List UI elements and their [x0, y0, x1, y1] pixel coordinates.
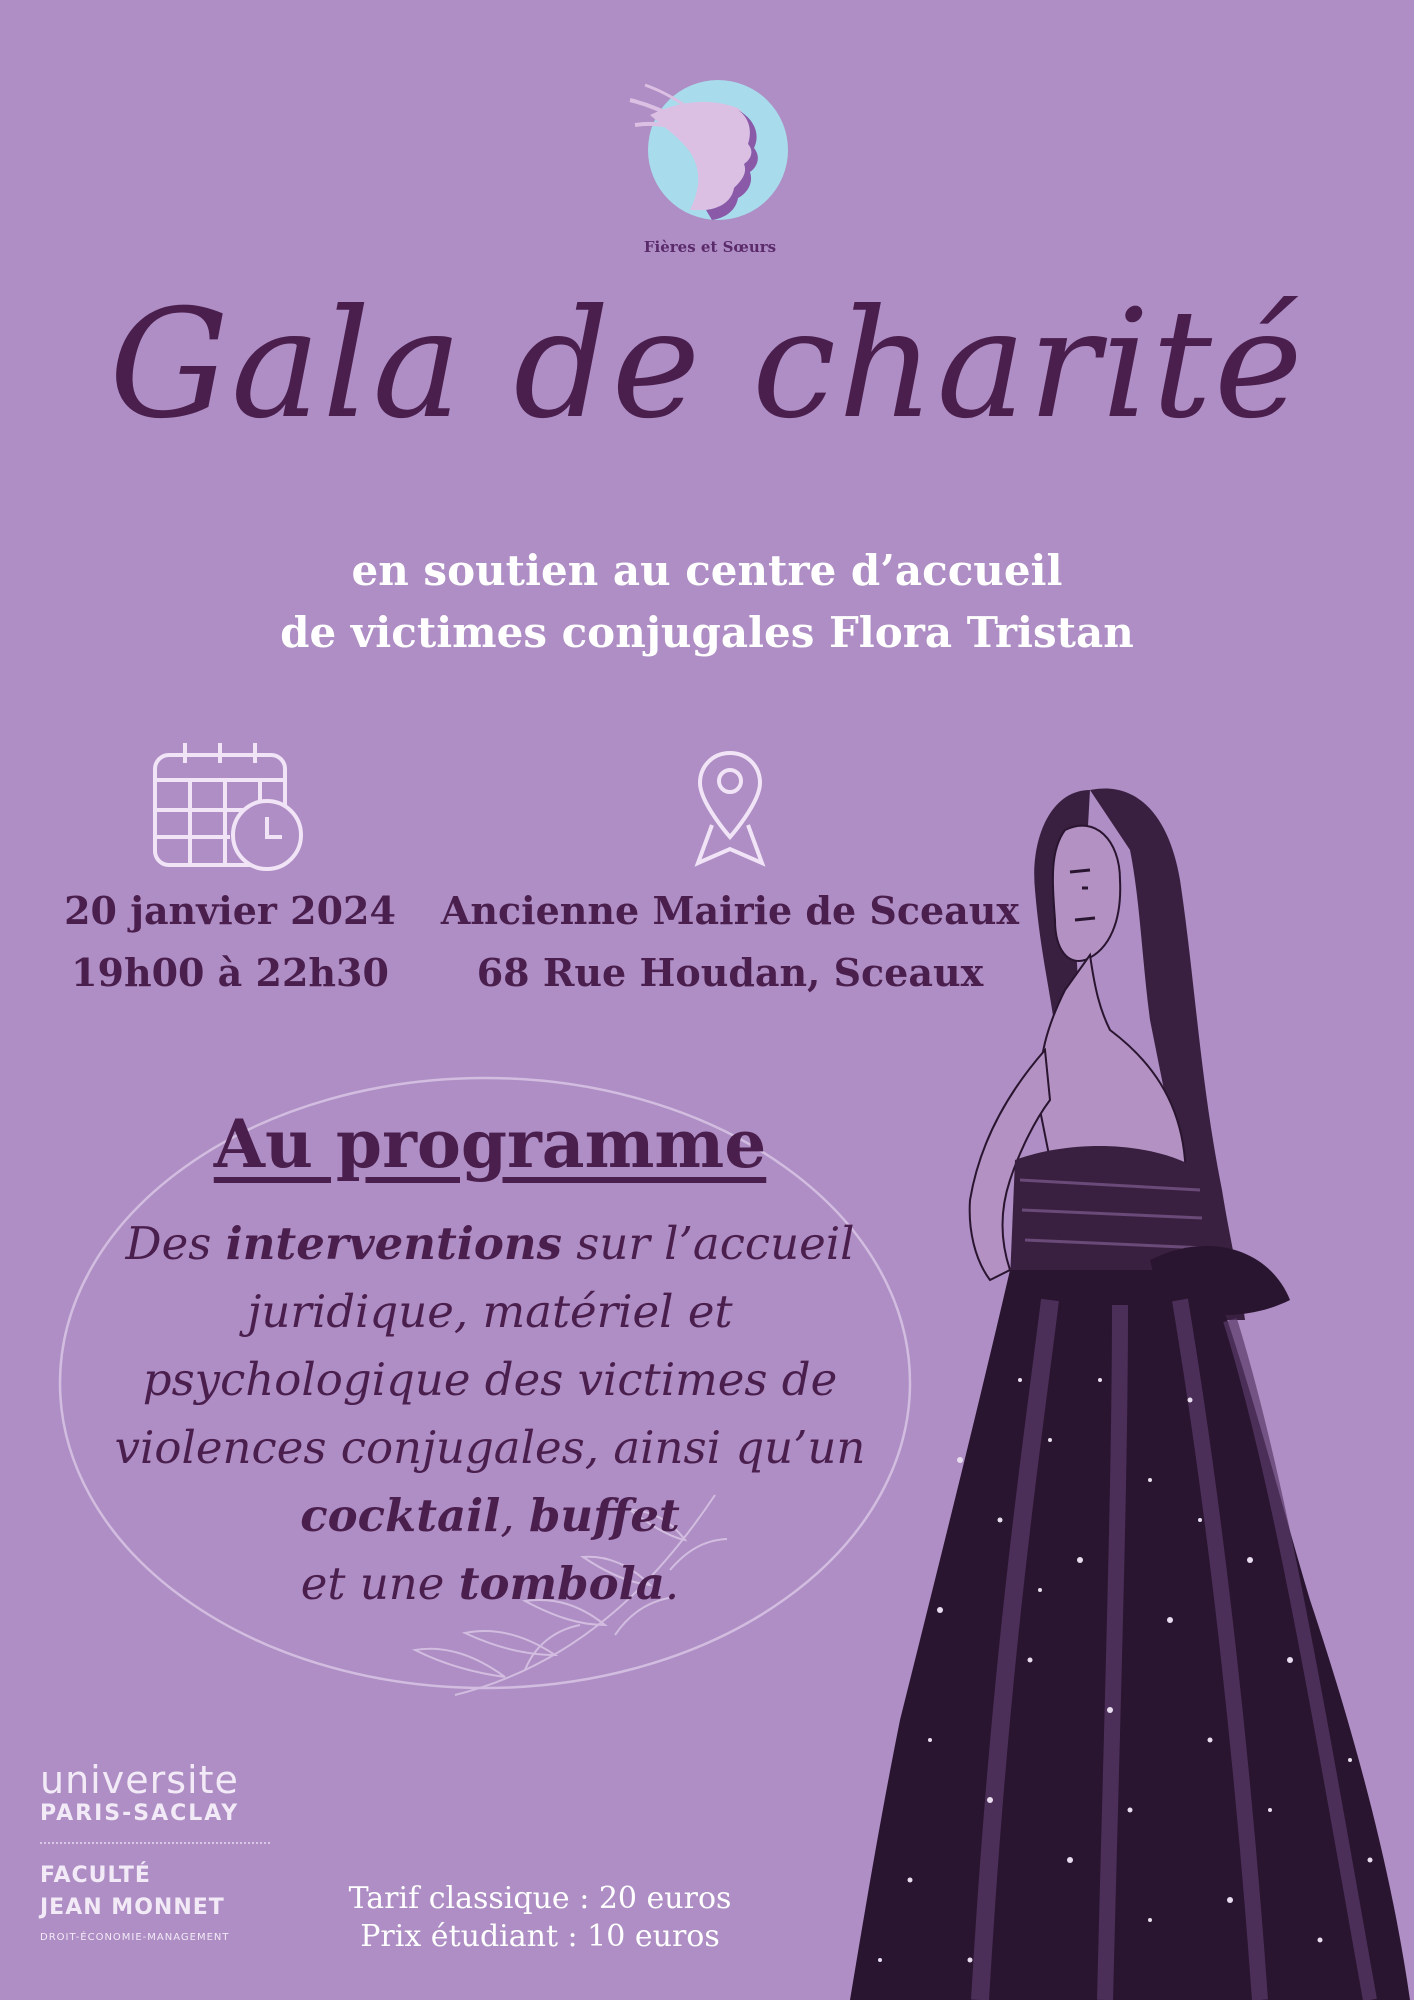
- programme-highlight-interventions: interventions: [225, 1217, 562, 1270]
- woman-in-gown-illustration: [850, 760, 1410, 2000]
- programme-highlight-buffet: buffet: [528, 1489, 680, 1542]
- faculty-line-1: FACULTÉ: [40, 1863, 151, 1888]
- programme-title: Au programme: [213, 1105, 767, 1183]
- subtitle-line-1: en soutien au centre d’accueil: [351, 546, 1063, 595]
- venue-name: Ancienne Mairie de Sceaux: [440, 888, 1020, 933]
- price-classic: Tarif classique : 20 euros: [348, 1881, 732, 1916]
- programme-text-3: ,: [500, 1489, 529, 1542]
- programme-text-4: et une: [300, 1557, 459, 1610]
- location-pin-icon: [690, 745, 770, 870]
- programme-text-5: .: [664, 1557, 680, 1610]
- venue-address: 68 Rue Houdan, Sceaux: [476, 950, 984, 995]
- event-time: 19h00 à 22h30: [71, 950, 389, 995]
- university-logo: [40, 1760, 270, 1943]
- programme-text-2: sur l’accueil juridique, matériel et psychologique des victimes de violences conjugales, ainsi qu’un: [114, 1217, 866, 1474]
- association-logo: [610, 70, 810, 260]
- event-date: 20 janvier 2024: [64, 888, 396, 933]
- faculty-line-2: JEAN MONNET: [40, 1895, 225, 1920]
- event-subtitle: [0, 540, 1414, 664]
- programme-text-1: Des: [125, 1217, 226, 1270]
- date-block: [50, 880, 410, 1004]
- subtitle-line-2: de victimes conjugales Flora Tristan: [280, 608, 1134, 657]
- event-title: Gala de charité: [109, 278, 1305, 452]
- logo-divider: [40, 1842, 270, 1844]
- university-subname: PARIS-SACLAY: [40, 1801, 240, 1826]
- logo-text: Fières et Sœurs: [643, 238, 777, 256]
- programme-description: [110, 1210, 870, 1618]
- calendar-clock-icon: [150, 735, 310, 875]
- price-student: Prix étudiant : 10 euros: [360, 1919, 720, 1954]
- faculty-line-3: DROIT-ÉCONOMIE-MANAGEMENT: [40, 1932, 230, 1943]
- programme-highlight-cocktail: cocktail: [300, 1489, 501, 1542]
- pricing: [300, 1880, 780, 1956]
- university-name: universite: [40, 1758, 239, 1802]
- programme-highlight-tombola: tombola: [458, 1557, 665, 1610]
